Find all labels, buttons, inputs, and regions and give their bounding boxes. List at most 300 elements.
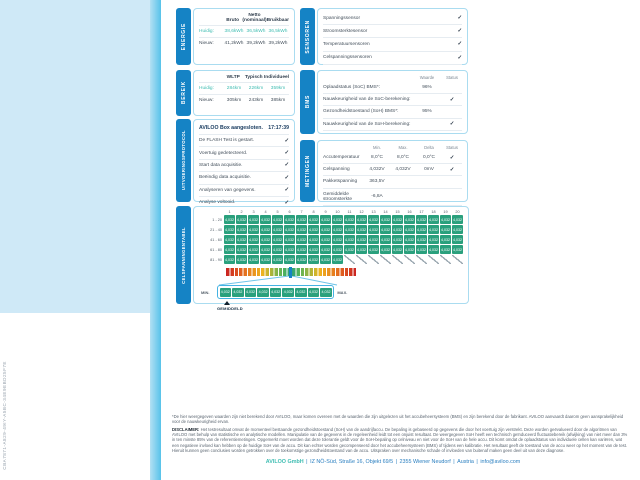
cell-voltage-value: 4,032 <box>332 225 343 234</box>
footnote-text: *De hier weergegeven waarden zijn niet berekend door AVILOO, maar komen overeen met de waarden die zijn uitgelezen uit het accubeheersysteem (BMS) en zijn berekend door de fabrikant. AVILOO aanvaardt daarom geen aansprakelijkheid voor de nauwkeurigheid ervan. <box>172 414 624 425</box>
strip-cell-value: 4,032 <box>320 288 332 297</box>
cell-voltage-value: 4,032 <box>260 255 271 264</box>
cell-voltage-value: 4,032 <box>308 235 319 244</box>
check-icon: ✓ <box>457 41 462 48</box>
protocol-step-label: Start data acquisitie. <box>199 162 243 168</box>
cell-voltage-value: 4,032 <box>392 245 403 254</box>
bms-section <box>300 70 468 134</box>
energie-section <box>176 8 295 65</box>
cell-column-number: 18 <box>431 210 436 214</box>
table-header-row <box>199 74 289 82</box>
column-header: Max. <box>398 145 408 150</box>
cell-voltage-value: 4,032 <box>392 215 403 224</box>
cell-voltage-value: 4,032 <box>248 225 259 234</box>
separator: | <box>306 459 308 465</box>
cell-column-number: 2 <box>240 210 243 214</box>
metingen-section <box>300 140 468 202</box>
cell-column-number: 13 <box>371 210 376 214</box>
bereik-tab <box>176 70 191 116</box>
average-indicator <box>217 301 463 311</box>
zoom-strip-cells <box>217 285 334 299</box>
table-row <box>199 37 289 49</box>
cell-value: 39,2kWh <box>246 41 266 46</box>
company-name: AVILOO GmbH <box>265 459 304 465</box>
cell-voltage-value: 4,032 <box>416 215 427 224</box>
max-value: 8,0°C <box>396 155 410 161</box>
protocol-tab-label: UITVOERINGSPROTOCOL <box>181 130 186 191</box>
cell-voltage-value: 4,032 <box>236 245 247 254</box>
bms-header-row <box>323 74 462 82</box>
separator: | <box>476 459 478 465</box>
cell-row-label: 61 - 80 <box>210 247 222 252</box>
protocol-step-row <box>199 134 289 146</box>
row-label: Nieuw: <box>199 41 214 46</box>
check-icon: ✓ <box>284 174 289 181</box>
sensoren-tab <box>300 8 315 65</box>
cell-column-number: 3 <box>252 210 255 214</box>
row-label: Huidig: <box>199 86 214 91</box>
bms-row <box>323 106 462 118</box>
metingen-tab-label: METINGEN <box>304 155 311 187</box>
bms-row <box>323 82 462 94</box>
bms-row-label: Nauwkeurigheid van de SoC-berekening: <box>323 97 411 103</box>
cell-value: 385km <box>270 98 286 103</box>
bereik-card <box>193 70 295 116</box>
empty-cell-slash <box>416 255 427 264</box>
cell-voltage-value: 4,032 <box>452 215 463 224</box>
cell-voltage-value: 4,032 <box>380 245 391 254</box>
energie-tab <box>176 8 191 65</box>
empty-cell-slash <box>428 255 439 264</box>
zoom-connector-lines <box>199 276 462 285</box>
cell-voltage-value: 4,032 <box>344 235 355 244</box>
table-row <box>199 94 289 106</box>
cell-voltage-value: 4,032 <box>284 215 295 224</box>
energie-tab-label: ENERGIE <box>180 22 187 51</box>
protocol-time: 17:17:39 <box>268 125 289 131</box>
cell-voltage-value: 4,032 <box>296 245 307 254</box>
energie-table <box>199 12 289 49</box>
cell-value: 305km <box>226 98 242 103</box>
metingen-row <box>323 176 462 188</box>
min-value: 363,5V <box>369 179 385 185</box>
sensor-label: Celspanningssensoren <box>323 55 372 61</box>
cell-row-label: 81 - 90 <box>210 257 222 262</box>
cell-column-number: 4 <box>264 210 267 214</box>
empty-cell-slash <box>368 255 379 264</box>
empty-cell-slash <box>404 255 415 264</box>
cell-column-number: 11 <box>347 210 352 214</box>
metingen-header-row <box>323 144 462 152</box>
company-city: 2355 Wiener Neudorf <box>399 459 451 465</box>
cell-voltage-value: 4,032 <box>428 225 439 234</box>
cell-voltage-value: 4,032 <box>260 225 271 234</box>
cell-voltage-value: 4,032 <box>356 215 367 224</box>
column-header: Min. <box>373 145 381 150</box>
check-icon: ✓ <box>284 199 289 206</box>
cell-voltage-value: 4,032 <box>296 255 307 264</box>
cell-voltage-value: 4,032 <box>332 215 343 224</box>
row-label: Nieuw: <box>199 98 214 103</box>
cell-voltage-value: 4,032 <box>404 215 415 224</box>
company-address: IZ NÖ-Süd, Straße 16, Objekt 69/5 <box>310 459 394 465</box>
protocol-steps <box>199 134 289 208</box>
check-icon: ✓ <box>449 154 455 161</box>
protocol-step-label: Analyseren van gegevens. <box>199 187 256 193</box>
disclaimer-body: Het testresultaat omvat de momenteel bestaande gezondheidstoestand (SoH) van de aandrijfaccu. De bepaling is gebaseerd op gegevens die door het voertuig zijn verstrekt. Deze worden geëvalueerd door de algoritmen van AVILOO met behulp van statistische en analytische modellen. Manipulatie van de gegevens in de regeleenheid leidt tot een onjuist resultaat. De weergegeven SoH heeft een technisch geïnduceerd fluctuatiebereik (afwijking) van niet meer dan 3% in ten minste 85% van de referentiemetingen. Opgemerkt moet worden dat deze tolerantie geldt voor de SoH-bepaling op celniveau en niet voor de SoH van de hele accu. Dit komt omdat de oplaadstatus van individuele cellen kan variëren, wat een negatieve invloed kan hebben op de huidige SoH van de accu. Dit kan echter worden gecompenseerd door het accubeheersysteem (BMS) of tijdens een kalibratie. Het resultaat geeft de toestand van de accu weer op het moment van de test. Hieruit kunnen geen conclusies worden getrokken over de toekomstige gezondheidstoestand van de accu. Uitspraken over mechanische schade of invloeden van buitenaf maken geen deel uit van deze diagnose. <box>172 427 628 453</box>
cell-voltage-value: 4,032 <box>320 245 331 254</box>
bms-tab-label: BMS <box>304 95 311 109</box>
min-value: -6,8A <box>371 194 383 200</box>
metingen-row-label: Accutemperatuur <box>323 155 360 161</box>
cell-voltage-value: 4,032 <box>332 245 343 254</box>
empty-cell-slash <box>452 255 463 264</box>
column-header: Netto (nominaal) <box>242 13 267 23</box>
cell-voltage-value: 4,032 <box>428 215 439 224</box>
cell-voltage-value: 4,032 <box>320 215 331 224</box>
sensor-label: Temperatuursensoren <box>323 41 370 47</box>
cell-voltage-value: 4,032 <box>260 245 271 254</box>
sensoren-section <box>300 8 468 65</box>
celspanningen-tab-label: CELSPANNINGENTABEL <box>181 226 186 284</box>
cell-voltage-value: 4,032 <box>260 215 271 224</box>
cell-voltage-grid <box>199 215 463 264</box>
column-header: WLTP <box>226 75 240 80</box>
bms-row <box>323 119 462 131</box>
check-icon: ✓ <box>457 15 462 22</box>
sensor-label: Spanningssensor <box>323 15 361 21</box>
cell-voltage-value: 4,032 <box>416 235 427 244</box>
cell-voltage-value: 4,032 <box>404 235 415 244</box>
cell-voltage-value: 4,032 <box>404 225 415 234</box>
cell-voltage-value: 4,032 <box>236 255 247 264</box>
table-row <box>199 25 289 37</box>
cell-voltage-value: 4,032 <box>320 235 331 244</box>
cell-voltage-value: 4,032 <box>272 255 283 264</box>
empty-cell-slash <box>440 255 451 264</box>
cell-voltage-value: 4,032 <box>296 215 307 224</box>
cell-voltage-value: 4,032 <box>284 255 295 264</box>
max-label: MAX. <box>337 289 348 295</box>
cell-voltage-value: 4,032 <box>356 235 367 244</box>
min-value: 4,032V <box>369 167 385 173</box>
row-label: Huidig: <box>199 29 214 34</box>
cell-voltage-value: 4,032 <box>440 245 451 254</box>
min-label: MIN. <box>201 289 210 295</box>
cell-voltage-value: 4,032 <box>308 225 319 234</box>
bms-row-label: Oplaadstatus (SoC) BMS*: <box>323 85 381 91</box>
cell-voltage-value: 4,032 <box>368 245 379 254</box>
bereik-table <box>199 74 289 106</box>
cell-voltage-value: 4,032 <box>284 235 295 244</box>
cell-voltage-value: 4,032 <box>248 255 259 264</box>
accent-strip <box>150 0 161 480</box>
cell-voltage-value: 4,032 <box>392 235 403 244</box>
average-label: GEMIDDELD <box>217 305 243 311</box>
max-value: 4,032V <box>395 167 411 173</box>
bereik-section <box>176 70 295 116</box>
voltage-color-scale <box>226 268 356 276</box>
cell-voltage-row <box>199 225 463 234</box>
protocol-title-row <box>199 123 289 134</box>
cell-value: 226km <box>248 86 264 91</box>
check-icon: ✓ <box>457 54 462 61</box>
check-icon: ✓ <box>284 162 289 169</box>
cell-voltage-row <box>199 215 463 224</box>
column-header: Waarde <box>419 75 435 80</box>
cell-voltage-value: 4,032 <box>392 225 403 234</box>
cell-column-number: 5 <box>276 210 279 214</box>
footer-contact-line <box>150 459 636 465</box>
sensoren-tab-label: SENSOREN <box>304 19 311 54</box>
table-header-row <box>199 12 289 25</box>
cell-voltage-value: 4,032 <box>416 225 427 234</box>
bms-card <box>317 70 468 134</box>
cell-voltage-value: 4,032 <box>248 215 259 224</box>
cell-voltage-value: 4,032 <box>308 215 319 224</box>
cell-column-numbers <box>224 210 463 214</box>
cell-column-number: 19 <box>443 210 448 214</box>
sensor-label: Stroomsterktesensor <box>323 28 368 34</box>
cell-voltage-value: 4,032 <box>332 255 343 264</box>
protocol-step-label: Voertuig gedetecteerd. <box>199 150 248 156</box>
check-icon: ✓ <box>449 166 455 173</box>
cell-voltage-value: 4,032 <box>224 235 235 244</box>
cell-voltage-value: 4,032 <box>332 235 343 244</box>
cell-voltage-value: 4,032 <box>356 245 367 254</box>
sensoren-card <box>317 8 468 65</box>
sensor-row <box>323 12 462 25</box>
strip-cell-value: 4,032 <box>220 288 232 297</box>
empty-cell-slash <box>380 255 391 264</box>
cell-voltage-value: 4,032 <box>380 215 391 224</box>
metingen-row-label: Gemiddelde stroomsterkte <box>323 191 353 202</box>
column-header: Individueel <box>263 75 289 80</box>
company-email-link[interactable]: info@aviloo.com <box>480 459 521 465</box>
cell-voltage-value: 4,032 <box>224 255 235 264</box>
protocol-title: AVILOO Box aangesloten. <box>199 125 263 131</box>
bms-row-label: Gezondheidstoestand (SoH) BMS*: <box>323 109 399 115</box>
protocol-step-label: Analyse voltooid. <box>199 200 236 206</box>
cell-voltage-value: 4,032 <box>368 215 379 224</box>
cell-voltage-value: 4,032 <box>368 235 379 244</box>
cell-voltage-value: 4,032 <box>428 245 439 254</box>
cell-value: 39,2kWh <box>268 41 288 46</box>
cell-voltage-value: 4,032 <box>344 245 355 254</box>
protocol-tab <box>176 119 191 202</box>
sensor-row <box>323 25 462 38</box>
cell-row-label: 21 - 40 <box>210 227 222 232</box>
strip-cell-value: 4,032 <box>232 288 244 297</box>
cell-voltage-value: 4,032 <box>416 245 427 254</box>
cell-voltage-row <box>199 255 463 264</box>
cell-voltage-value: 4,032 <box>284 225 295 234</box>
strip-cell-value: 4,032 <box>245 288 257 297</box>
metingen-row-label: Celspanning <box>323 167 350 173</box>
cell-value: 284km <box>226 86 242 91</box>
cell-voltage-value: 4,032 <box>440 215 451 224</box>
cell-value: 243km <box>248 98 264 103</box>
cell-voltage-value: 4,032 <box>452 245 463 254</box>
cell-voltage-value: 4,032 <box>236 235 247 244</box>
cell-voltage-row <box>199 235 463 244</box>
celspanningen-section <box>176 206 468 311</box>
cell-voltage-value: 4,032 <box>272 225 283 234</box>
cell-column-number: 17 <box>419 210 424 214</box>
protocol-step-label: De FLASH Test is gestart. <box>199 138 255 144</box>
cell-column-number: 8 <box>312 210 315 214</box>
cell-value: 41,2kWh <box>224 41 244 46</box>
cell-voltage-value: 4,032 <box>440 235 451 244</box>
cell-column-number: 1 <box>228 210 231 214</box>
cell-column-number: 15 <box>395 210 400 214</box>
bms-waarde-value: 95% <box>422 109 432 115</box>
cell-value: 36,5kWh <box>268 29 288 34</box>
cell-column-number: 7 <box>300 210 303 214</box>
cell-voltage-value: 4,032 <box>284 245 295 254</box>
cell-voltage-value: 4,032 <box>296 235 307 244</box>
protocol-step-row <box>199 171 289 183</box>
sensor-row <box>323 52 462 65</box>
cell-value: 36,5kWh <box>246 29 266 34</box>
cell-column-number: 16 <box>407 210 412 214</box>
check-icon: ✓ <box>457 28 462 35</box>
empty-cell-slash <box>344 255 355 264</box>
protocol-card <box>193 119 295 206</box>
cell-row-label: 1 - 20 <box>212 217 222 222</box>
metingen-rows <box>323 152 462 206</box>
cell-voltage-value: 4,032 <box>380 235 391 244</box>
cell-voltage-value: 4,032 <box>248 245 259 254</box>
cell-voltage-value: 4,032 <box>224 225 235 234</box>
table-row <box>199 82 289 94</box>
cell-voltage-value: 4,032 <box>452 235 463 244</box>
cell-column-number: 20 <box>455 210 460 214</box>
cell-voltage-value: 4,032 <box>272 245 283 254</box>
protocol-step-row <box>199 146 289 158</box>
column-header: Bruikbaar <box>266 18 289 23</box>
strip-cell-value: 4,032 <box>308 288 320 297</box>
bms-rows <box>323 82 462 131</box>
energie-card <box>193 8 295 65</box>
column-header: Typisch <box>244 75 263 80</box>
protocol-step-row <box>199 159 289 171</box>
cell-voltage-value: 4,032 <box>308 255 319 264</box>
bms-tab <box>300 70 315 134</box>
strip-cell-value: 4,032 <box>282 288 294 297</box>
cell-voltage-value: 4,032 <box>260 235 271 244</box>
column-header: Status <box>446 75 458 80</box>
company-country: Austria <box>457 459 474 465</box>
cell-voltage-value: 4,032 <box>248 235 259 244</box>
left-margin-band <box>0 0 151 313</box>
column-header: Status <box>446 145 458 150</box>
cell-voltage-value: 4,032 <box>272 215 283 224</box>
cell-column-number: 10 <box>335 210 340 214</box>
metingen-card <box>317 140 468 202</box>
cell-voltage-value: 4,032 <box>308 245 319 254</box>
bereik-tab-label: BEREIK <box>180 81 187 105</box>
cell-voltage-value: 4,032 <box>368 225 379 234</box>
metingen-row <box>323 152 462 164</box>
protocol-section <box>176 119 295 206</box>
cell-voltage-value: 4,032 <box>236 215 247 224</box>
cell-voltage-value: 4,032 <box>356 225 367 234</box>
cell-voltage-value: 4,032 <box>404 245 415 254</box>
cell-voltage-row <box>199 245 463 254</box>
cell-voltage-value: 4,032 <box>428 235 439 244</box>
celspanningen-tab <box>176 206 191 304</box>
check-icon: ✓ <box>284 187 289 194</box>
celspanningen-card <box>193 206 469 311</box>
cell-value: 359km <box>270 86 286 91</box>
delta-value: 0mV <box>424 167 434 173</box>
report-id-code: CBA7871-A829-49IY-A5BC-34E9EBD25F7E <box>2 361 7 470</box>
bms-row <box>323 94 462 106</box>
metingen-tab <box>300 140 315 202</box>
cell-voltage-value: 4,032 <box>320 255 331 264</box>
cell-voltage-value: 4,032 <box>224 245 235 254</box>
strip-cell-value: 4,032 <box>295 288 307 297</box>
cell-voltage-value: 4,032 <box>344 225 355 234</box>
delta-value: 0,0°C <box>422 155 436 161</box>
average-marker <box>289 267 292 278</box>
cell-voltage-value: 4,032 <box>440 225 451 234</box>
bms-waarde-value: 96% <box>422 85 432 91</box>
cell-column-number: 6 <box>288 210 291 214</box>
metingen-row <box>323 164 462 176</box>
column-header: Bruto <box>226 18 240 23</box>
cell-column-number: 9 <box>324 210 327 214</box>
average-triangle-icon <box>224 301 230 305</box>
cell-voltage-value: 4,032 <box>452 225 463 234</box>
check-icon: ✓ <box>449 96 455 103</box>
check-icon: ✓ <box>284 150 289 157</box>
cell-value: 38,6kWh <box>224 29 244 34</box>
cell-voltage-value: 4,032 <box>344 215 355 224</box>
cell-column-number: 12 <box>359 210 364 214</box>
cell-voltage-value: 4,032 <box>272 235 283 244</box>
zoom-strip-row <box>201 285 463 299</box>
cell-voltage-value: 4,032 <box>296 225 307 234</box>
sensoren-list <box>323 12 462 65</box>
min-value: 8,0°C <box>370 155 384 161</box>
strip-cell-value: 4,032 <box>257 288 269 297</box>
cell-column-number: 14 <box>383 210 388 214</box>
disclaimer-label: DISCLAIMER: <box>172 427 200 432</box>
protocol-step-label: Beëindig data acquisitie. <box>199 175 252 181</box>
separator: | <box>395 459 397 465</box>
cell-voltage-value: 4,032 <box>236 225 247 234</box>
cell-voltage-value: 4,032 <box>224 215 235 224</box>
cell-voltage-value: 4,032 <box>320 225 331 234</box>
metingen-row-label: Pakketspanning <box>323 179 358 185</box>
empty-cell-slash <box>392 255 403 264</box>
cell-row-label: 41 - 60 <box>210 237 222 242</box>
disclaimer-text <box>172 427 630 453</box>
separator: | <box>453 459 455 465</box>
check-icon: ✓ <box>449 121 455 128</box>
cell-voltage-value: 4,032 <box>380 225 391 234</box>
metingen-row <box>323 189 462 206</box>
empty-cell-slash <box>356 255 367 264</box>
sensor-row <box>323 38 462 51</box>
column-header: Delta <box>424 145 434 150</box>
protocol-step-row <box>199 184 289 196</box>
check-icon: ✓ <box>284 137 289 144</box>
bms-row-label: Nauwkeurigheid van de SoH-berekening: <box>323 121 411 127</box>
strip-cell-value: 4,032 <box>270 288 282 297</box>
